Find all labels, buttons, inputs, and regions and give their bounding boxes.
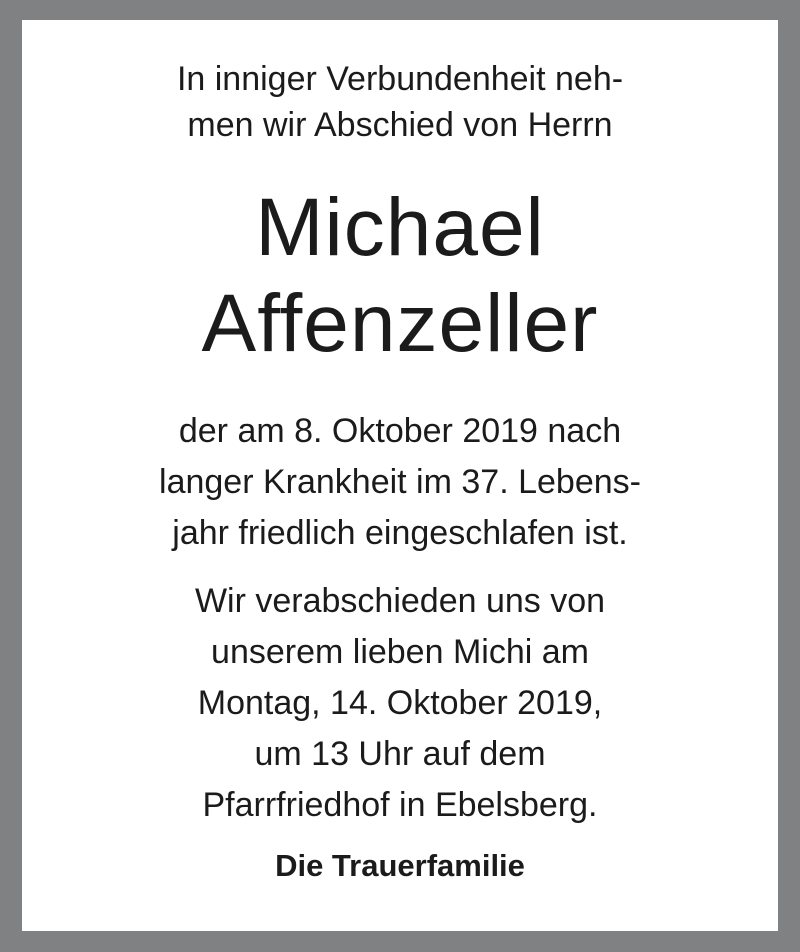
- obituary-notice: [22, 20, 778, 931]
- funeral-line: um 13 Uhr auf dem: [254, 735, 546, 773]
- last-name: Affenzeller: [201, 278, 599, 369]
- death-line: langer Krankheit im 37. Lebens-: [159, 463, 641, 501]
- funeral-text: [22, 576, 778, 831]
- signature: Die Trauerfamilie: [275, 848, 525, 883]
- first-name: Michael: [255, 182, 545, 273]
- funeral-line: Wir verabschieden uns von: [194, 582, 606, 620]
- funeral-line: Montag, 14. Oktober 2019,: [197, 684, 603, 722]
- death-text: [22, 406, 778, 559]
- intro-line: men wir Abschied von Herrn: [187, 106, 613, 144]
- death-line: jahr friedlich eingeschlafen ist.: [172, 514, 628, 552]
- deceased-name: [22, 180, 778, 372]
- funeral-line: Pfarrfriedhof in Ebelsberg.: [202, 786, 598, 824]
- intro-text: [22, 56, 778, 148]
- death-line: der am 8. Oktober 2019 nach: [178, 412, 622, 450]
- funeral-line: unserem lieben Michi am: [211, 633, 589, 671]
- intro-line: In inniger Verbundenheit neh-: [176, 60, 624, 98]
